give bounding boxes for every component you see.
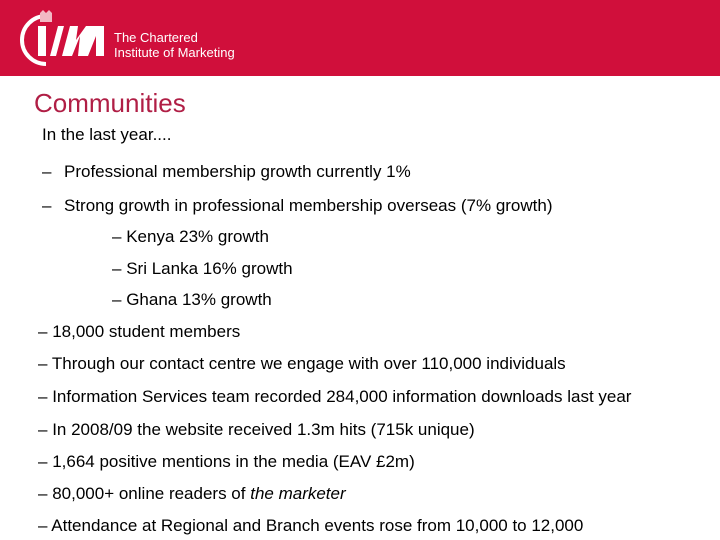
stat-item	[38, 484, 346, 504]
stat-item	[38, 452, 415, 472]
bullet-text: Through our contact centre we engage with over 110,000 individuals	[51, 354, 566, 373]
country-item-kenya	[112, 227, 269, 247]
bullet-dash: –	[112, 259, 122, 278]
org-name-line2: Institute of Marketing	[114, 45, 235, 60]
bullet-dash: –	[38, 516, 48, 535]
bullet-text: Professional membership growth currently 1%	[64, 162, 411, 181]
bullet-dash: –	[42, 196, 52, 215]
publication-name: the marketer	[250, 484, 346, 503]
bullet-text: Information Services team recorded 284,000 information downloads last year	[52, 387, 632, 406]
org-name	[114, 30, 235, 60]
bullet-text: Kenya 23% growth	[126, 227, 269, 246]
bullet-text: Strong growth in professional membership overseas (7% growth)	[64, 196, 553, 215]
bullet-dash: –	[38, 322, 48, 341]
bullet-dash: –	[38, 420, 48, 439]
header-banner	[0, 0, 720, 76]
bullet-item	[42, 196, 553, 216]
country-item-sri-lanka	[112, 259, 293, 279]
bullet-text: 18,000 student members	[52, 322, 241, 341]
bullet-text: In 2008/09 the website received 1.3m hits (715k unique)	[52, 420, 475, 439]
bullet-dash: –	[112, 290, 122, 309]
bullet-text: Ghana 13% growth	[126, 290, 272, 309]
stat-item	[38, 420, 475, 440]
bullet-dash: –	[38, 452, 48, 471]
org-name-line1: The Chartered	[114, 30, 198, 45]
cim-logo	[16, 10, 106, 68]
intro-text: In the last year....	[42, 125, 172, 144]
bullet-dash: –	[38, 484, 48, 503]
bullet-text: 1,664 positive mentions in the media (EAV £2m)	[52, 452, 415, 471]
bullet-text: Sri Lanka 16% growth	[126, 259, 293, 278]
bullet-dash: –	[38, 387, 48, 406]
bullet-dash: –	[38, 354, 48, 373]
bullet-text: Attendance at Regional and Branch events rose from 10,000 to 12,000	[51, 516, 584, 535]
stat-item	[38, 387, 631, 407]
slide-title: Communities	[34, 88, 186, 118]
bullet-item	[42, 162, 411, 182]
stat-item	[38, 516, 583, 536]
stat-item	[38, 354, 566, 374]
country-item-ghana	[112, 290, 272, 310]
bullet-text: 80,000+ online readers of	[52, 484, 251, 503]
bullet-dash: –	[42, 162, 52, 181]
stat-item	[38, 322, 240, 342]
bullet-dash: –	[112, 227, 122, 246]
